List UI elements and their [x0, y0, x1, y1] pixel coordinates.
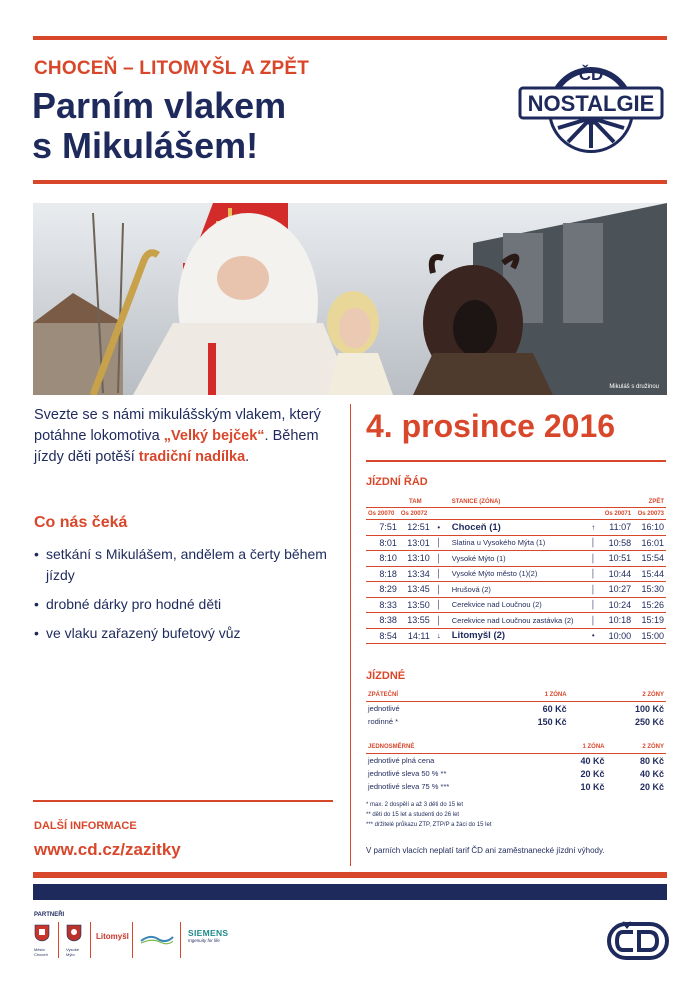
station-name: Choceň (1)	[446, 520, 586, 536]
column-divider	[350, 404, 351, 866]
station-name: Cerekvice nad Loučnou zastávka (2)	[446, 613, 586, 629]
title-line-2: s Mikulášem!	[32, 125, 259, 166]
siemens-tagline: Ingenuity for life	[188, 938, 220, 943]
station-name: Slatina u Vysokého Mýta (1)	[446, 535, 586, 551]
single-fares-label: JEDNOSMĚRNÉ	[366, 740, 547, 754]
table-row	[366, 566, 666, 582]
return-time: 15:26	[633, 597, 666, 613]
station-name: Hrušová (2)	[446, 582, 586, 598]
departure-time: 13:55	[399, 613, 432, 629]
siemens-wordmark: SIEMENS	[188, 928, 229, 938]
fare-zone-2: 250 Kč	[634, 716, 664, 727]
logo-nostalgie-text: NOSTALGIE	[527, 91, 655, 116]
gift-highlight: tradiční nadílka	[138, 449, 246, 465]
hero-photo	[33, 203, 667, 395]
fare-note: * max. 2 dospělí a až 3 děti do 15 let	[366, 802, 464, 808]
table-row	[366, 535, 666, 551]
page-title	[32, 86, 286, 166]
return-time: 15:54	[633, 551, 666, 567]
timetable-heading: JÍZDNÍ ŘÁD	[366, 476, 428, 488]
return-time: 10:44	[600, 566, 633, 582]
fares-heading: JÍZDNÉ	[366, 670, 406, 682]
zone-1-header: 1 ZÓNA	[547, 740, 606, 754]
timetable-header-row	[366, 496, 666, 508]
fare-label: jednotlivé sleva 75 % ***	[368, 782, 450, 791]
footer-red-bar	[33, 872, 667, 878]
direction-arrow: │	[586, 613, 600, 629]
direction-arrow: │	[432, 535, 446, 551]
whats-on-heading: Co nás čeká	[34, 514, 128, 531]
return-time: 10:51	[600, 551, 633, 567]
single-fares-table	[366, 740, 666, 793]
fare-row	[366, 754, 666, 768]
departure-time: 13:10	[399, 551, 432, 567]
direction-arrow: │	[432, 582, 446, 598]
photo-caption: Mikuláš s družinou	[609, 384, 659, 390]
info-rule	[33, 800, 333, 802]
locomotive-name: „Velký bejček“	[163, 428, 265, 444]
intro-text	[34, 405, 334, 468]
fare-label: rodinné *	[368, 717, 399, 726]
departure-time: 8:18	[366, 566, 399, 582]
direction-arrow: │	[586, 566, 600, 582]
direction-arrow: │	[432, 551, 446, 567]
intro-part-1: Svezte se s námi mikulášským vlakem, který potáhne lokomotiva	[34, 407, 321, 444]
timetable	[366, 496, 666, 644]
photo-illustration	[33, 203, 667, 395]
station-name: Cerekvice nad Loučnou (2)	[446, 597, 586, 613]
whats-on-list	[34, 544, 334, 652]
tam-header: TAM	[399, 496, 432, 508]
chocen-coat-of-arms-logo	[34, 924, 54, 957]
departure-time: 13:45	[399, 582, 432, 598]
train-number: Os 20070	[366, 508, 399, 520]
table-row	[366, 613, 666, 629]
return-time: 16:10	[633, 520, 666, 536]
return-fares-header	[366, 688, 666, 702]
header-rule	[33, 180, 667, 184]
direction-arrow: │	[432, 566, 446, 582]
table-row	[366, 582, 666, 598]
departure-time: 8:01	[366, 535, 399, 551]
partner-town-1: Město Choceň	[34, 947, 48, 957]
partner-separator	[58, 922, 59, 958]
direction-arrow: │	[586, 582, 600, 598]
fare-notes	[366, 800, 492, 830]
departure-time: 13:50	[399, 597, 432, 613]
fare-row	[366, 767, 666, 780]
direction-arrow: •	[586, 628, 600, 644]
fare-note: *** držitelé průkazu ZTP, ZTP/P a žáci do 15 let	[366, 822, 492, 828]
fare-zone-2: 40 Kč	[639, 768, 664, 779]
table-row	[366, 551, 666, 567]
fare-zone-1: 20 Kč	[580, 768, 605, 779]
train-number: Os 20072	[399, 508, 432, 520]
station-name: Litomyšl (2)	[446, 628, 586, 644]
return-fares-label: ZPÁTEČNÍ	[366, 688, 471, 702]
direction-arrow: │	[432, 613, 446, 629]
return-time: 10:24	[600, 597, 633, 613]
partner-separator	[132, 922, 133, 958]
departure-time: 13:01	[399, 535, 432, 551]
fare-row	[366, 780, 666, 793]
departure-time: 8:38	[366, 613, 399, 629]
partner-town-2: Vysoké Mýto	[66, 947, 79, 957]
return-time: 16:01	[633, 535, 666, 551]
departure-time: 12:51	[399, 520, 432, 536]
partner-separator	[180, 922, 181, 958]
top-rule	[33, 36, 667, 40]
logo-cd-text: ČD	[578, 65, 604, 84]
fare-label: jednotlivé	[368, 704, 400, 713]
table-row	[366, 628, 666, 644]
fare-zone-2: 80 Kč	[639, 755, 664, 766]
station-header: STANICE (ZÓNA)	[446, 496, 586, 508]
zone-2-header: 2 ZÓNY	[569, 688, 666, 702]
fare-zone-1: 10 Kč	[580, 781, 605, 792]
departure-time: 14:11	[399, 628, 432, 644]
train-number: Os 20071	[600, 508, 633, 520]
direction-arrow: │	[586, 597, 600, 613]
intro-part-2: . Během jízdy děti potěší	[34, 428, 319, 465]
title-line-1: Parním vlakem	[32, 85, 287, 126]
departure-time: 8:33	[366, 597, 399, 613]
direction-arrow: │	[586, 535, 600, 551]
fare-row	[366, 715, 666, 728]
list-item: • drobné dárky pro hodné děti	[34, 594, 334, 615]
more-info-link[interactable]: www.cd.cz/zazitky	[34, 840, 181, 859]
date-rule	[366, 460, 666, 462]
return-time: 11:07	[600, 520, 633, 536]
siemens-logo	[188, 928, 228, 943]
table-row	[366, 520, 666, 536]
fare-label: jednotlivé sleva 50 % **	[368, 769, 447, 778]
partners-label: PARTNEŘI	[34, 912, 65, 918]
zpet-header: ZPĚT	[633, 496, 666, 508]
departure-time: 7:51	[366, 520, 399, 536]
train-numbers-row	[366, 508, 666, 520]
direction-arrow: ↓	[432, 628, 446, 644]
list-item: • ve vlaku zařazený bufetový vůz	[34, 623, 334, 644]
departure-time: 8:29	[366, 582, 399, 598]
footer-navy-bar	[33, 884, 667, 900]
single-fares-header	[366, 740, 666, 754]
direction-arrow: │	[432, 597, 446, 613]
fare-zone-1: 40 Kč	[580, 755, 605, 766]
intro-part-3: .	[245, 449, 250, 465]
region-logo	[140, 932, 174, 950]
return-time: 10:18	[600, 613, 633, 629]
fare-zone-2: 20 Kč	[639, 781, 664, 792]
fare-label: jednotlivé plná cena	[368, 756, 435, 765]
vysoke-myto-coat-of-arms-logo	[66, 924, 86, 957]
return-time: 15:30	[633, 582, 666, 598]
return-time: 10:00	[600, 628, 633, 644]
station-name: Vysoké Mýto město (1)(2)	[446, 566, 586, 582]
direction-arrow: ↑	[586, 520, 600, 536]
return-time: 10:27	[600, 582, 633, 598]
tariff-note: V parních vlacích neplatí tarif ČD ani zaměstnanecké jízdní výhody.	[366, 846, 605, 855]
train-number: Os 20073	[633, 508, 666, 520]
fare-row	[366, 702, 666, 716]
return-time: 15:44	[633, 566, 666, 582]
direction-arrow: │	[586, 551, 600, 567]
fare-note: ** děti do 15 let a studenti do 26 let	[366, 812, 460, 818]
fare-zone-2: 100 Kč	[634, 703, 664, 714]
litomysl-logo: Litomyšl	[96, 932, 129, 941]
route-subtitle: CHOCEŇ – LITOMYŠL A ZPĚT	[34, 58, 310, 79]
direction-arrow: •	[432, 520, 446, 536]
zone-2-header: 2 ZÓNY	[607, 740, 667, 754]
return-time: 15:00	[633, 628, 666, 644]
departure-time: 8:54	[366, 628, 399, 644]
more-info-label: DALŠÍ INFORMACE	[34, 820, 137, 832]
partner-separator	[90, 922, 91, 958]
departure-time: 8:10	[366, 551, 399, 567]
return-time: 15:19	[633, 613, 666, 629]
departure-time: 13:34	[399, 566, 432, 582]
cd-logo	[607, 920, 669, 962]
station-name: Vysoké Mýto (1)	[446, 551, 586, 567]
zone-1-header: 1 ZÓNA	[471, 688, 568, 702]
list-item: • setkání s Mikulášem, andělem a čerty během jízdy	[34, 544, 334, 586]
cd-nostalgie-logo	[518, 58, 664, 154]
event-date: 4. prosince 2016	[366, 408, 616, 444]
fare-zone-1: 150 Kč	[537, 716, 567, 727]
table-row	[366, 597, 666, 613]
return-fares-table	[366, 688, 666, 728]
fare-zone-1: 60 Kč	[542, 703, 567, 714]
return-time: 10:58	[600, 535, 633, 551]
